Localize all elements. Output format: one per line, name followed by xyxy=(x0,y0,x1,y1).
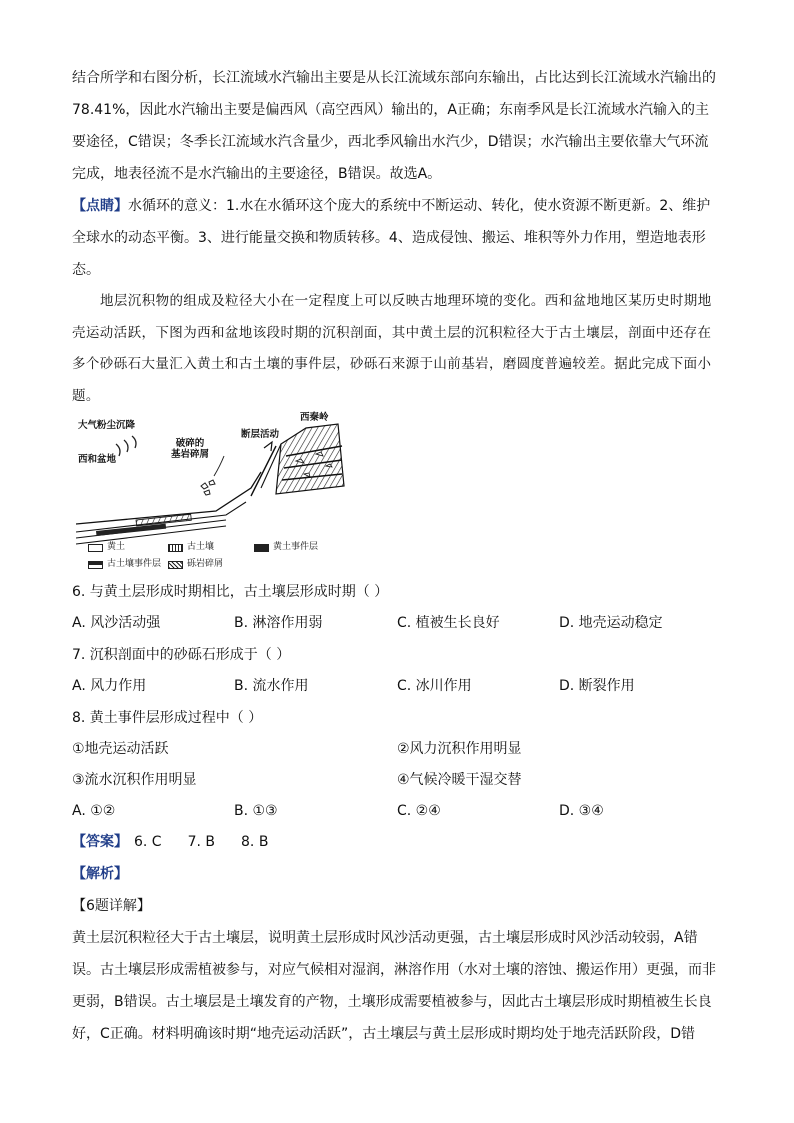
tip-label: 【点睛】 xyxy=(72,198,128,214)
q6-option-d: D. 地壳运动稳定 xyxy=(559,615,663,631)
legend-paleosol: 古土壤 xyxy=(168,542,214,553)
q8-option-d: D. ③④ xyxy=(559,803,604,819)
label-west-qinling: 西秦岭 xyxy=(300,412,329,423)
label-dust-deposition: 大气粉尘沉降 xyxy=(78,420,136,431)
legend-conglomerate-debris: 砾岩碎屑 xyxy=(168,559,223,570)
loess-swatch xyxy=(88,544,103,552)
detail-6-label: 【6题详解】 xyxy=(72,898,151,914)
question-6-stem: 6. 与黄土层形成时期相比，古土壤层形成时期（ ） xyxy=(72,584,389,600)
q7-option-a: A. 风力作用 xyxy=(72,678,147,694)
conglomerate-swatch xyxy=(168,561,183,569)
sediment-profile-figure xyxy=(76,412,346,576)
question-7-stem: 7. 沉积剖面中的砂砾石形成于（ ） xyxy=(72,647,291,663)
question-8-stem: 8. 黄土事件层形成过程中（ ） xyxy=(72,710,263,726)
answer-8: 8. B xyxy=(241,834,269,850)
detail-6-text: 黄土层沉积粒径大于古土壤层，说明黄土层形成时风沙活动更强，古土壤层形成时风沙活动较弱，A错误。古土壤层形成需植被参与，对应气候相对湿润，淋溶作用（水对土壤的溶蚀、搬运作用）更强，而非更弱，B错误。古土壤层是土壤发育的产物，土壤形成需要植被参与，因此古土壤层形成时期植被生长良好，C正确。材料明确该时期“地壳运动活跃”，古土壤层与黄土层形成时期均处于地壳活跃阶段，D错 xyxy=(72,930,716,1042)
q8-item-1: ①地壳运动活跃 xyxy=(72,741,169,757)
q8-item-2: ②风力沉积作用明显 xyxy=(397,741,522,757)
paleosol-event-swatch xyxy=(88,561,103,569)
answer-label: 【答案】 xyxy=(72,834,128,850)
label-bedrock-debris: 破碎的 基岩碎屑 xyxy=(171,438,210,460)
question-8-items-row-2 xyxy=(72,765,722,796)
answer-6: 6. C xyxy=(134,834,162,850)
legend-paleosol-event: 古土壤事件层 xyxy=(88,559,161,570)
loess-event-swatch xyxy=(254,544,269,552)
q6-option-a: A. 风沙活动强 xyxy=(72,615,161,631)
question-8-items-row-1 xyxy=(72,734,722,765)
question-6-options xyxy=(72,608,722,639)
q7-option-b: B. 流水作用 xyxy=(234,678,309,694)
q8-option-c: C. ②④ xyxy=(397,803,441,819)
material-paragraph: 地层沉积物的组成及粒径大小在一定程度上可以反映古地理环境的变化。西和盆地地区某历史时期地壳运动活跃，下图为西和盆地该段时期的沉积剖面，其中黄土层的沉积粒径大于古土壤层，剖面中还存在多个砂砾石大量汇入黄土和古土壤的事件层，砂砾石来源于山前基岩，磨圆度普遍较差。据此完成下面小题。 xyxy=(72,293,712,404)
q6-option-b: B. 淋溶作用弱 xyxy=(234,615,323,631)
tip-paragraph xyxy=(72,190,722,286)
document-page xyxy=(72,62,722,1050)
q8-option-a: A. ①② xyxy=(72,803,116,819)
tip-text: 水循环的意义：1.水在水循环这个庞大的系统中不断运动、转化，使水资源不断更新。2、维护全球水的动态平衡。3、进行能量交换和物质转移。4、造成侵蚀、搬运、堆积等外力作用，塑造地表形态。 xyxy=(72,198,711,278)
q8-item-4: ④气候冷暖干湿交替 xyxy=(397,772,522,788)
answer-7: 7. B xyxy=(187,834,216,850)
q8-item-3: ③流水沉积作用明显 xyxy=(72,772,197,788)
analysis-label: 【解析】 xyxy=(72,866,128,882)
answer-line xyxy=(72,827,722,858)
q7-option-d: D. 断裂作用 xyxy=(559,678,635,694)
q8-option-b: B. ①③ xyxy=(234,803,278,819)
legend-loess: 黄土 xyxy=(88,542,125,553)
question-8-options xyxy=(72,796,722,827)
legend-loess-event: 黄土事件层 xyxy=(254,542,318,553)
question-7-options xyxy=(72,671,722,702)
label-fault-activity: 断层活动 xyxy=(241,429,280,440)
label-xihe-basin: 西和盆地 xyxy=(78,454,117,465)
analysis-paragraph: 结合所学和右图分析，长江流域水汽输出主要是从长江流域东部向东输出，占比达到长江流域水汽输出的78.41%，因此水汽输出主要是偏西风（高空西风）输出的，A正确；东南季风是长江流域水汽输入的主要途径，C错误；冬季长江流域水汽含量少，西北季风输出水汽少，D错误；水汽输出主要依靠大气环流完成，地表径流不是水汽输出的主要途径，B错误。故选A。 xyxy=(72,70,716,182)
q6-option-c: C. 植被生长良好 xyxy=(397,615,500,631)
q7-option-c: C. 冰川作用 xyxy=(397,678,472,694)
paleosol-swatch xyxy=(168,544,183,552)
